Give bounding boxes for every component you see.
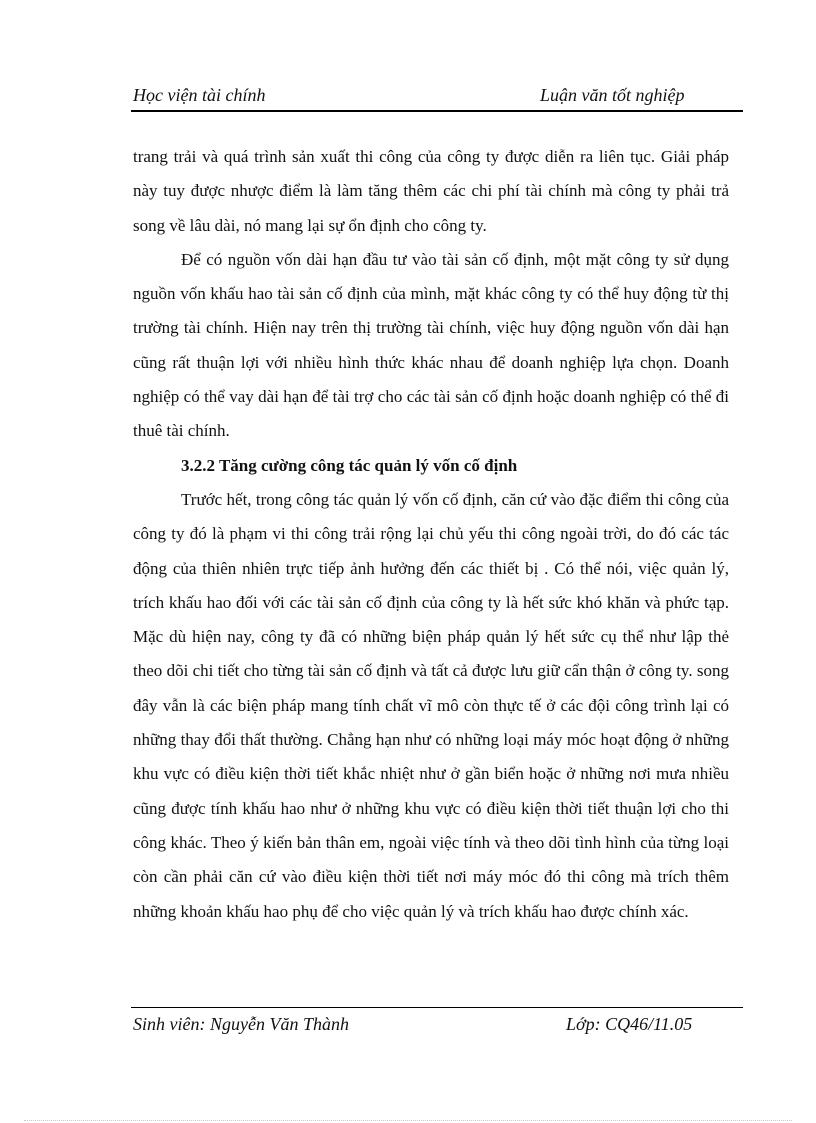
footer-class: Lớp: CQ46/11.05 [566,1014,693,1034]
page-content [133,140,729,929]
page-footer [131,1011,743,1037]
section-heading: 3.2.2 Tăng cường công tác quản lý vốn cố định [181,455,518,475]
page-header [131,82,743,108]
paragraph-long-term-capital: Để có nguồn vốn dài hạn đầu tư vào tài sản cố định, một mặt công ty sử dụng nguồn vốn khấu hao tài sản cố định của mình, mặt khác công ty có thể huy động từ thị trường tài chính. Hiện nay trên thị trường tài chính, việc huy động nguồn vốn dài hạn cũng rất thuận lợi với nhiều hình thức khác nhau để doanh nghiệp lựa chọn. Doanh nghiệp có thể vay dài hạn để tài trợ cho các tài sản cố định hoặc doanh nghiệp có thể đi thuê tài chính. [133,249,729,441]
footer-divider [131,1007,743,1008]
paragraph-fixed-capital-management: Trước hết, trong công tác quản lý vốn cố định, căn cứ vào đặc điểm thi công của công ty đó là phạm vi thi công trải rộng lại chủ yếu thi công ngoài trời, do đó các tác động của thiên nhiên trực tiếp ảnh hưởng đến các thiết bị . Có thể nói, việc quản lý, trích khấu hao đối với các tài sản cố định của công ty là hết sức khó khăn và phức tạp. Mặc dù hiện nay, công ty đã có những biện pháp quản lý hết sức cụ thể như lập thẻ theo dõi chi tiết cho từng tài sản cố định và tất cả được lưu giữ cẩn thận ở công ty. song đây vẫn là các biện pháp mang tính chất vĩ mô còn thực tế ở các đội công trình lại có những thay đổi thất thường. Chẳng hạn như có những loại máy móc hoạt động ở những khu vực có điều kiện thời tiết khắc nhiệt như ở gần biển hoặc ở những nơi mưa nhiều cũng được tính khấu hao như ở những khu vực có điều kiện thời tiết thuận lợi cho thi công khác. Theo ý kiến bản thân em, ngoài việc tính và theo dõi tình hình của từng loại còn cần phải căn cứ vào điều kiện thời tiết nơi máy móc đó thi công mà trích thêm những khoản khấu hao phụ để cho việc quản lý và trích khấu hao được chính xác. [133,489,729,921]
header-institution: Học viện tài chính [133,85,266,105]
header-doc-type: Luận văn tốt nghiệp [540,85,685,105]
paragraph-continued: trang trải và quá trình sản xuất thi công của công ty được diễn ra liên tục. Giải pháp này tuy được nhược điểm là làm tăng thêm các chi phí tài chính mà công ty phải trả song về lâu dài, nó mang lại sự ổn định cho công ty. [133,147,729,235]
footer-student: Sinh viên: Nguyễn Văn Thành [133,1014,349,1034]
header-divider [131,110,743,112]
page-bottom-border [24,1120,792,1121]
